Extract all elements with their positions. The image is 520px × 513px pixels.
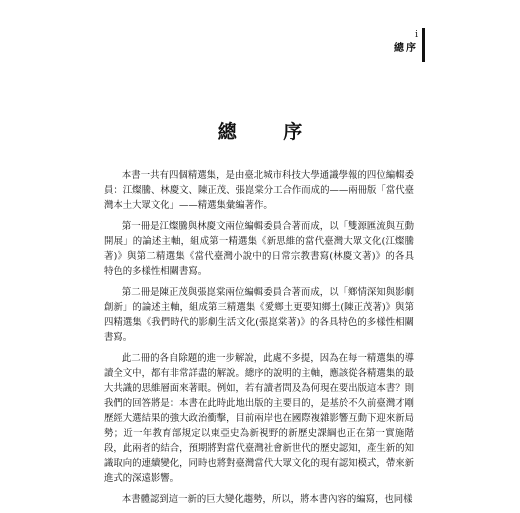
paragraph-1: 本書一共有四個精選集，是由臺北城市科技大學通識學報的四位編輯委員：江燦騰、林慶文、陳正茂、張崑棠分工合作而成的——兩冊版「當代臺灣本土大眾文化」——精選集彙編著作。 — [104, 170, 414, 211]
running-head-title: 總序 — [394, 43, 418, 54]
edge-rule — [422, 28, 425, 62]
paragraph-4: 此二冊的各自除題的進一步解說，此處不多提，因為在每一精選集的導讀全文中，都有非常詳盡的解說。總序的說明的主軸，應該從各精選集的最大共識的思維層面來著眼。例如，若有讀者問及為何現在要出版這本書？則我們的回答將是：本書在此時此地出版的主要目的，是基於不久前臺灣才剛歷經大選結果的強大政治衝擊，目前兩岸也在國際複雜影響互動下迎來新局勢；近一年教育部規定以東亞史為新視野的新歷史課綱也正在第一實施階段，此兩者的結合，預期將對當代臺灣社會新世代的歷史認知，產生新的知識取向的連續變化，同時也將對臺灣當代大眾文化的現有認知模式，帶來新進式的深遠影響。 — [104, 353, 414, 484]
running-head — [394, 30, 418, 56]
paragraph-2: 第一冊是江燦騰與林慶文兩位編輯委員合著而成，以「雙源匯流與互動開展」的論述主軸，組成第一精選集《新思維的當代臺灣大眾文化(江燦騰著)》與第二精選集《當代臺灣小說中的日常宗教書寫(林慶文著)》的各具特色的多樣性相關書寫。 — [104, 221, 414, 277]
paragraph-5: 本書體認到這一新的巨大變化趨勢，所以，將本書內容的編寫，也同樣 — [121, 494, 413, 505]
page-number: i — [415, 30, 418, 40]
body-text — [104, 168, 414, 513]
page-title: 總 序 — [217, 121, 323, 143]
paragraph-3: 第二冊是陳正茂與張崑棠兩位編輯委員合著而成，以「鄉情深知與影劇創新」的論述主軸，組成第三精選集《愛鄉土更要知鄉土(陳正茂著)》與第四精選集《我們時代的影劇生活文化(張崑棠著)》的各具特色的多樣性相關書寫。 — [104, 287, 414, 343]
